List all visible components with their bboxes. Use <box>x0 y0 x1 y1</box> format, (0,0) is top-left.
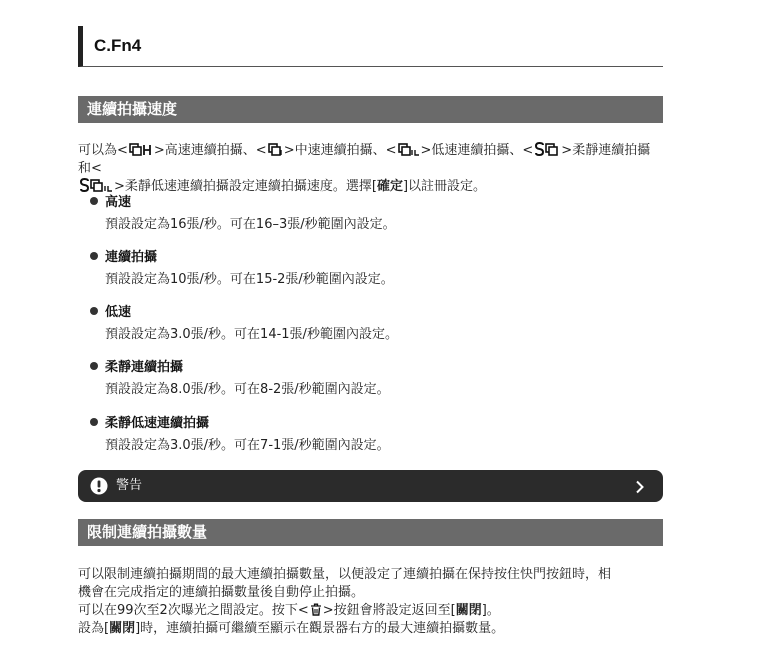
bullet-icon <box>90 362 98 370</box>
off-label: 關閉 <box>455 603 482 618</box>
list-item: 低速 預設設定為3.0張/秒。可在14-1張/秒範圍內設定。 <box>90 304 650 344</box>
exclamation-circle-icon <box>90 477 108 499</box>
list-item: 連續拍攝 預設設定為10張/秒。可在15-2張/秒範圍內設定。 <box>90 249 650 289</box>
confirm-label: 確定 <box>376 179 403 194</box>
chevron-right-icon[interactable] <box>635 479 645 498</box>
page-title-block <box>78 26 663 67</box>
bullet-icon <box>90 418 98 426</box>
silent-continuous-icon <box>534 142 560 156</box>
silent-low-continuous-icon <box>79 178 113 192</box>
trash-icon <box>310 603 322 616</box>
continuous-high-icon <box>129 143 153 156</box>
list-item: 高速 預設設定為16張/秒。可在16–3張/秒範圍內設定。 <box>90 194 650 234</box>
continuous-low-icon <box>398 143 420 156</box>
warning-label: 警告 <box>116 478 143 493</box>
bullet-icon <box>90 252 98 260</box>
section-header-continuous-speed: 連續拍攝速度 <box>78 96 663 123</box>
section-header-limit-count: 限制連續拍攝數量 <box>78 519 663 546</box>
list-item: 柔靜低速連續拍攝 預設設定為3.0張/秒。可在7-1張/秒範圍內設定。 <box>90 415 650 455</box>
section1-intro: 可以為< >高速連續拍攝、< >中速連續拍攝、< >低速連續拍攝、< >柔靜連續拍攝和< >柔靜低速連續拍攝設定連續拍攝速度。選擇[確定]以註冊設定。 <box>78 143 651 194</box>
warning-expander[interactable] <box>78 470 663 502</box>
section2-text: 可以限制連續拍攝期間的最大連續拍攝數量，以便設定了連續拍攝在保持按住快門按鈕時，相 機會在完成指定的連續拍攝數量後自動停止拍攝。 可以在99次至2次曝光之間設定。按下< >按鈕會將設定返回至[關閉]。 設為[關閉]時，連續拍攝可繼續至顯示在觀景器右方的最大連續拍攝數量。 <box>78 567 612 636</box>
bullet-icon <box>90 307 98 315</box>
list-item: 柔靜連續拍攝 預設設定為8.0張/秒。可在8-2張/秒範圍內設定。 <box>90 359 650 399</box>
page-title: C.Fn4 <box>94 36 142 55</box>
continuous-mid-icon <box>268 143 283 156</box>
off-label: 關閉 <box>109 621 136 636</box>
bullet-icon <box>90 197 98 205</box>
